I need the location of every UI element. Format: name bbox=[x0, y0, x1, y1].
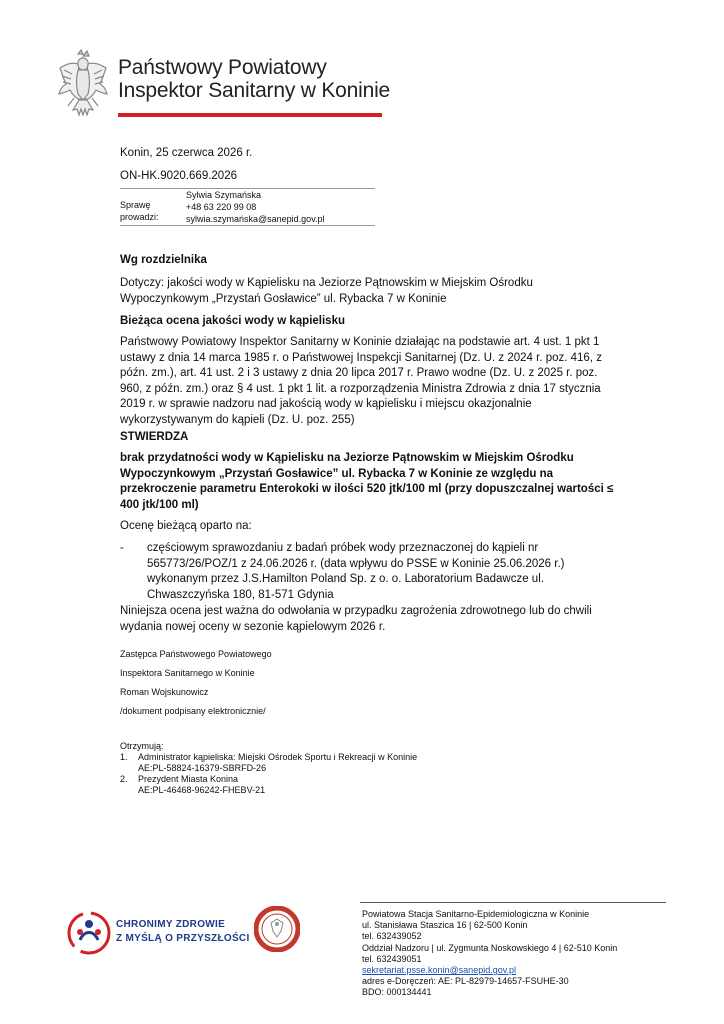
eagle-emblem-icon bbox=[52, 48, 114, 120]
footer-email-link[interactable]: sekretariat.psse.konin@sanepid.gov.pl bbox=[362, 965, 517, 976]
distribution-label: Wg rozdzielnika bbox=[120, 254, 207, 266]
basis-item-text: częściowym sprawozdaniu z badań próbek wody przeznaczonej do kąpieli nr 565773/26/POZ/1 z 24.06.2026 r. (data wpływu do PSSE w Koninie 25.06.2026 r.) wykonanym przez J.S.Hamilton Poland Sp. z o. o. Laboratorium Badawcze ul. Chwaszczyńska 180, 81-571 Gdynia bbox=[147, 542, 565, 601]
campaign-line-2: Z MYŚLĄ O PRZYSZŁOŚCI bbox=[116, 933, 250, 944]
handler-name: Sylwia Szymańska bbox=[186, 190, 262, 200]
signature-name: Roman Wojskunowicz bbox=[120, 687, 209, 697]
campaign-line-1: CHRONIMY ZDROWIE bbox=[116, 919, 226, 930]
institution-title bbox=[118, 56, 390, 102]
handler-details bbox=[186, 189, 325, 225]
footer-edelivery: adres e-Doręczeń: AE: PL-82979-14657-FSUHE-30 bbox=[362, 976, 569, 987]
footer-tel-2: tel. 632439051 bbox=[362, 953, 422, 964]
recipient-name: Administrator kąpieliska: Miejski Ośrodek Sportu i Rekreacji w Koninie bbox=[138, 752, 418, 762]
recipient-ae: AE:PL-58824-16379-SBRFD-26 bbox=[138, 763, 267, 773]
section-heading: Bieżąca ocena jakości wody w kąpielisku bbox=[120, 315, 345, 327]
recipient-name: Prezydent Miasta Konina bbox=[138, 774, 239, 784]
footer-tel-1: tel. 632439052 bbox=[362, 931, 422, 942]
recipient-item bbox=[120, 774, 265, 796]
footer-bdo: BDO: 000134441 bbox=[362, 987, 432, 998]
signature-line-1: Zastępca Państwowego Powiatowego bbox=[120, 649, 272, 659]
basis-intro: Ocenę bieżącą oparto na: bbox=[120, 520, 252, 532]
recipient-ae: AE:PL-46468-96242-FHEBV-21 bbox=[138, 785, 266, 795]
campaign-slogan bbox=[116, 918, 250, 946]
finding-heading: STWIERDZA bbox=[120, 431, 189, 443]
signature-block bbox=[120, 648, 272, 699]
signature-note: /dokument podpisany elektronicznie/ bbox=[120, 706, 266, 716]
handler-email: sylwia.szymańska@sanepid.gov.pl bbox=[186, 214, 325, 224]
recipients-heading: Otrzymują: bbox=[120, 741, 164, 751]
validity-text: Niniejsza ocena jest ważna do odwołania w przypadku zagrożenia zdrowotnego lub do chwili wydania nowej oceny w sezonie kąpielowym 2026 r. bbox=[120, 605, 592, 633]
institution-title-line-2: Inspektor Sanitarny w Koninie bbox=[118, 79, 391, 102]
campaign-logo-icon bbox=[66, 910, 112, 956]
footer-contact bbox=[362, 909, 617, 999]
sanepid-badge-icon bbox=[254, 906, 300, 952]
handled-by-label-line-2: prowadzi: bbox=[120, 212, 159, 222]
place-date: Konin, 25 czerwca 2026 r. bbox=[120, 147, 253, 159]
handled-by-label-line-1: Sprawę bbox=[120, 200, 151, 210]
recipient-number: 2. bbox=[120, 774, 128, 784]
footer-org: Powiatowa Stacja Sanitarno-Epidemiologiczna w Koninie bbox=[362, 909, 590, 919]
legal-basis-text: Państwowy Powiatowy Inspektor Sanitarny w Koninie działając na podstawie art. 4 ust. 1 pkt 1 ustawy z dnia 14 marca 1985 r. o Państwowej Inspekcji Sanitarnej (Dz. U. z 2024 r. poz. 416, z późn. zm.), art. 41 ust. 2 i 3 ustawy z dnia 20 lipca 2017 r. Prawo wodne (Dz. U. z 2025 r. poz. 960, z późn. zm.) oraz § 4 ust. 1 pkt 1 lit. a rozporządzenia Ministra Zdrowia z dnia 17 stycznia 2019 r. w sprawie nadzoru nad jakością wody w kąpielisku i miejscu okazjonalnie wykorzystywanym do kąpieli (Dz. U. poz. 255) bbox=[120, 336, 602, 426]
header-accent-bar bbox=[118, 113, 382, 117]
signature-line-2: Inspektora Sanitarnego w Koninie bbox=[120, 668, 255, 678]
footer-divider bbox=[360, 902, 666, 903]
handled-by-label bbox=[120, 199, 159, 223]
footer-branch: Oddział Nadzoru | ul. Zygmunta Noskowskiego 4 | 62-510 Konin bbox=[362, 942, 618, 953]
meta-bottom-divider bbox=[120, 225, 375, 226]
recipient-item bbox=[120, 752, 418, 774]
finding-text: brak przydatności wody w Kąpielisku na Jeziorze Pątnowskim w Miejskim Ośrodku Wypoczynkowym „Przystań Gosławice” ul. Rybacka 7 w Koninie ze względu na przekroczenie parametru Enterokoki w ilości 520 jtk/100 ml (przy dopuszczalnej wartości ≤ 400 jtk/100 ml) bbox=[120, 452, 614, 511]
institution-title-line-1: Państwowy Powiatowy bbox=[118, 56, 327, 79]
reference-number: ON-HK.9020.669.2026 bbox=[120, 170, 237, 182]
basis-bullet: - bbox=[120, 542, 124, 554]
recipient-number: 1. bbox=[120, 752, 128, 762]
handler-phone: +48 63 220 99 08 bbox=[186, 202, 257, 212]
footer-address: ul. Stanisława Staszica 16 | 62-500 Konin bbox=[362, 920, 528, 931]
subject-text: Dotyczy: jakości wody w Kąpielisku na Jeziorze Pątnowskim w Miejskim Ośrodku Wypoczynkowym „Przystań Gosławice” ul. Rybacka 7 w Koninie bbox=[120, 277, 533, 305]
